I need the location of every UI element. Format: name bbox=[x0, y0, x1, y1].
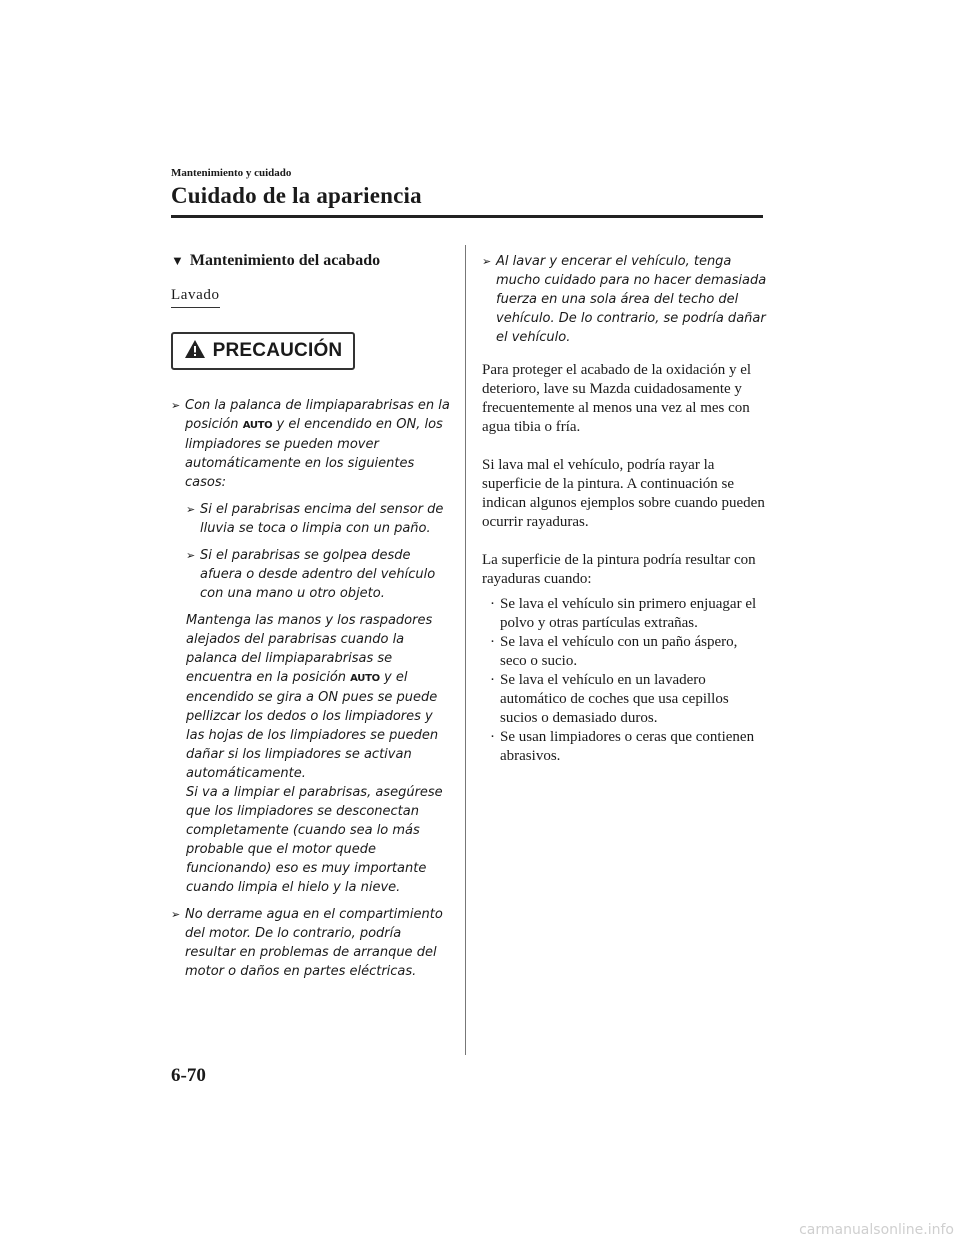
triangle-down-icon: ▼ bbox=[171, 253, 184, 268]
list-item: · Se lava el vehículo con un paño áspero, seco o sucio. bbox=[490, 634, 738, 669]
caution-box bbox=[171, 332, 355, 370]
list-item: · Se lava el vehículo en un lavadero automático de coches que usa cepillos sucios o demasiado duros. bbox=[490, 672, 729, 726]
caution-item bbox=[482, 252, 767, 347]
caution-item bbox=[171, 396, 451, 492]
section-heading-text: Mantenimiento del acabado bbox=[189, 252, 381, 269]
caution-item bbox=[171, 905, 451, 981]
warning-triangle-icon bbox=[184, 339, 206, 364]
caution-item-text: Con la palanca de limpiaparabrisas en la posición AUTO y el encendido en ON, los limpiadores se pueden mover automáticamente en los siguientes casos: bbox=[185, 398, 450, 490]
body-paragraph: La superficie de la pintura podría resultar con rayaduras cuando: bbox=[482, 552, 756, 587]
arrow-right-icon: ➢ bbox=[186, 503, 196, 516]
column-divider bbox=[465, 245, 466, 1055]
subsection-title: Lavado bbox=[171, 287, 220, 308]
caution-item-text: No derrame agua en el compartimiento del motor. De lo contrario, podría resultar en problemas de arranque del motor o daños en partes eléctricas. bbox=[185, 907, 443, 979]
auto-position-tag: AUTO bbox=[350, 673, 380, 684]
list-item: · Se lava el vehículo sin primero enjuagar el polvo y otras partículas extrañas. bbox=[490, 596, 757, 631]
arrow-right-icon: ➢ bbox=[482, 255, 492, 268]
body-paragraph: Para proteger el acabado de la oxidación y el deterioro, lave su Mazda cuidadosamente y frecuentemente al menos una vez al mes con agua tibia o fría. bbox=[482, 362, 752, 435]
arrow-right-icon: ➢ bbox=[171, 399, 181, 412]
running-head: Mantenimiento y cuidado bbox=[171, 167, 292, 179]
right-column bbox=[482, 252, 767, 766]
list-item: · Se usan limpiadores o ceras que contienen abrasivos. bbox=[490, 729, 755, 764]
caution-sub-item bbox=[186, 546, 451, 603]
caution-sub-item bbox=[186, 500, 451, 538]
body-paragraph: Si lava mal el vehículo, podría rayar la superficie de la pintura. A continuación se indican algunos ejemplos sobre cuando pueden ocurrir rayaduras. bbox=[482, 457, 765, 530]
arrow-right-icon: ➢ bbox=[186, 549, 196, 562]
header-rule bbox=[171, 215, 763, 218]
caution-item-text: Al lavar y encerar el vehículo, tenga mucho cuidado para no hacer demasiada fuerza en una sola área del techo del vehículo. De lo contrario, se podría dañar el vehículo. bbox=[496, 254, 767, 345]
left-column bbox=[171, 252, 451, 989]
chapter-title: Cuidado de la apariencia bbox=[171, 183, 422, 208]
caution-sub-item-text: Si el parabrisas encima del sensor de lluvia se toca o limpia con un paño. bbox=[200, 502, 444, 536]
section-heading bbox=[171, 252, 451, 270]
caution-paragraph: Mantenga las manos y los raspadores alejados del parabrisas cuando la palanca del limpiaparabrisas se encuentra en la posición AUTO y el encendido se gira a ON pues se puede pellizcar los dedos o los limpiadores y las hojas de los limpiadores se pueden dañar si los limpiadores se activan automáticamente. Si va a limpiar el parabrisas, asegúrese que los limpiadores se desconectan completamente (cuando sea lo más probable que el motor quede funcionando) eso es muy importante cuando limpia el hielo y la nieve. bbox=[186, 613, 443, 895]
scratch-cause-list bbox=[482, 595, 767, 766]
page-number: 6-70 bbox=[171, 1065, 206, 1086]
arrow-right-icon: ➢ bbox=[171, 908, 181, 921]
auto-position-tag: AUTO bbox=[242, 420, 273, 431]
watermark: carmanualsonline.info bbox=[799, 1222, 954, 1238]
caution-label: PRECAUCIÓN bbox=[212, 340, 343, 361]
caution-sub-item-text: Si el parabrisas se golpea desde afuera o desde adentro del vehículo con una mano u otro objeto. bbox=[200, 548, 436, 601]
